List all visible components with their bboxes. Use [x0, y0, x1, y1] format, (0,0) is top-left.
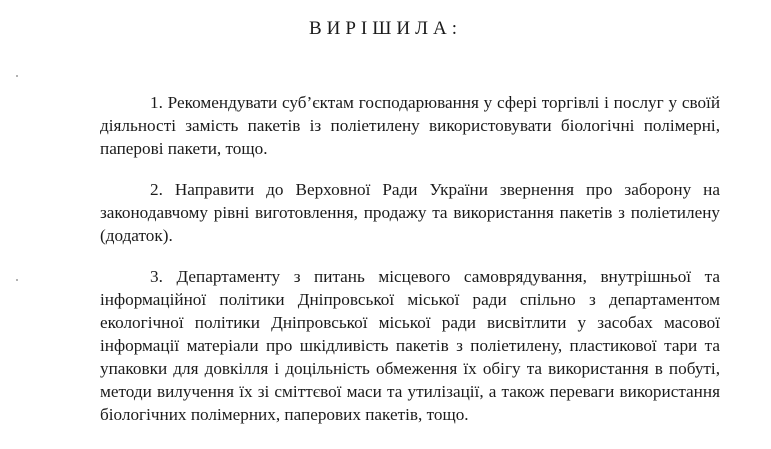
scan-speck [16, 75, 18, 77]
decision-item-2 [100, 178, 720, 247]
decision-item-3 [100, 265, 720, 426]
item-number: 2. [150, 180, 163, 199]
scan-speck [16, 279, 18, 281]
item-text: Департаменту з питань місцевого самоврядування, внутрішньої та інформаційної політики Дніпровської міської ради спільно з департаментом екологічної політики Дніпровської міської ради висвітлити у засобах масової інформації матеріали про шкідливість пакетів з поліетилену, пластикової тари та упаковки для довкілля і доцільність обмеження їх обігу та використання в побуті, методи вилучення їх зі сміттєвої маси та утилізації, а також переваги використання біологічних полімерних, паперових пакетів, тощо. [100, 267, 720, 424]
item-number: 1. [150, 93, 163, 112]
item-text: Направити до Верховної Ради України звернення про заборону на законодавчому рівні виготовлення, продажу та використання пакетів з поліетилену (додаток). [100, 180, 720, 245]
decision-item-1 [100, 91, 720, 160]
item-number: 3. [150, 267, 163, 286]
item-text: Рекомендувати суб’єктам господарювання у сфері торгівлі і послуг у своїй діяльності замість пакетів із поліетилену використовувати біологічні полімерні, паперові пакети, тощо. [100, 93, 721, 158]
decision-items [100, 91, 720, 426]
decision-heading: ВИРІШИЛА: [308, 18, 463, 39]
